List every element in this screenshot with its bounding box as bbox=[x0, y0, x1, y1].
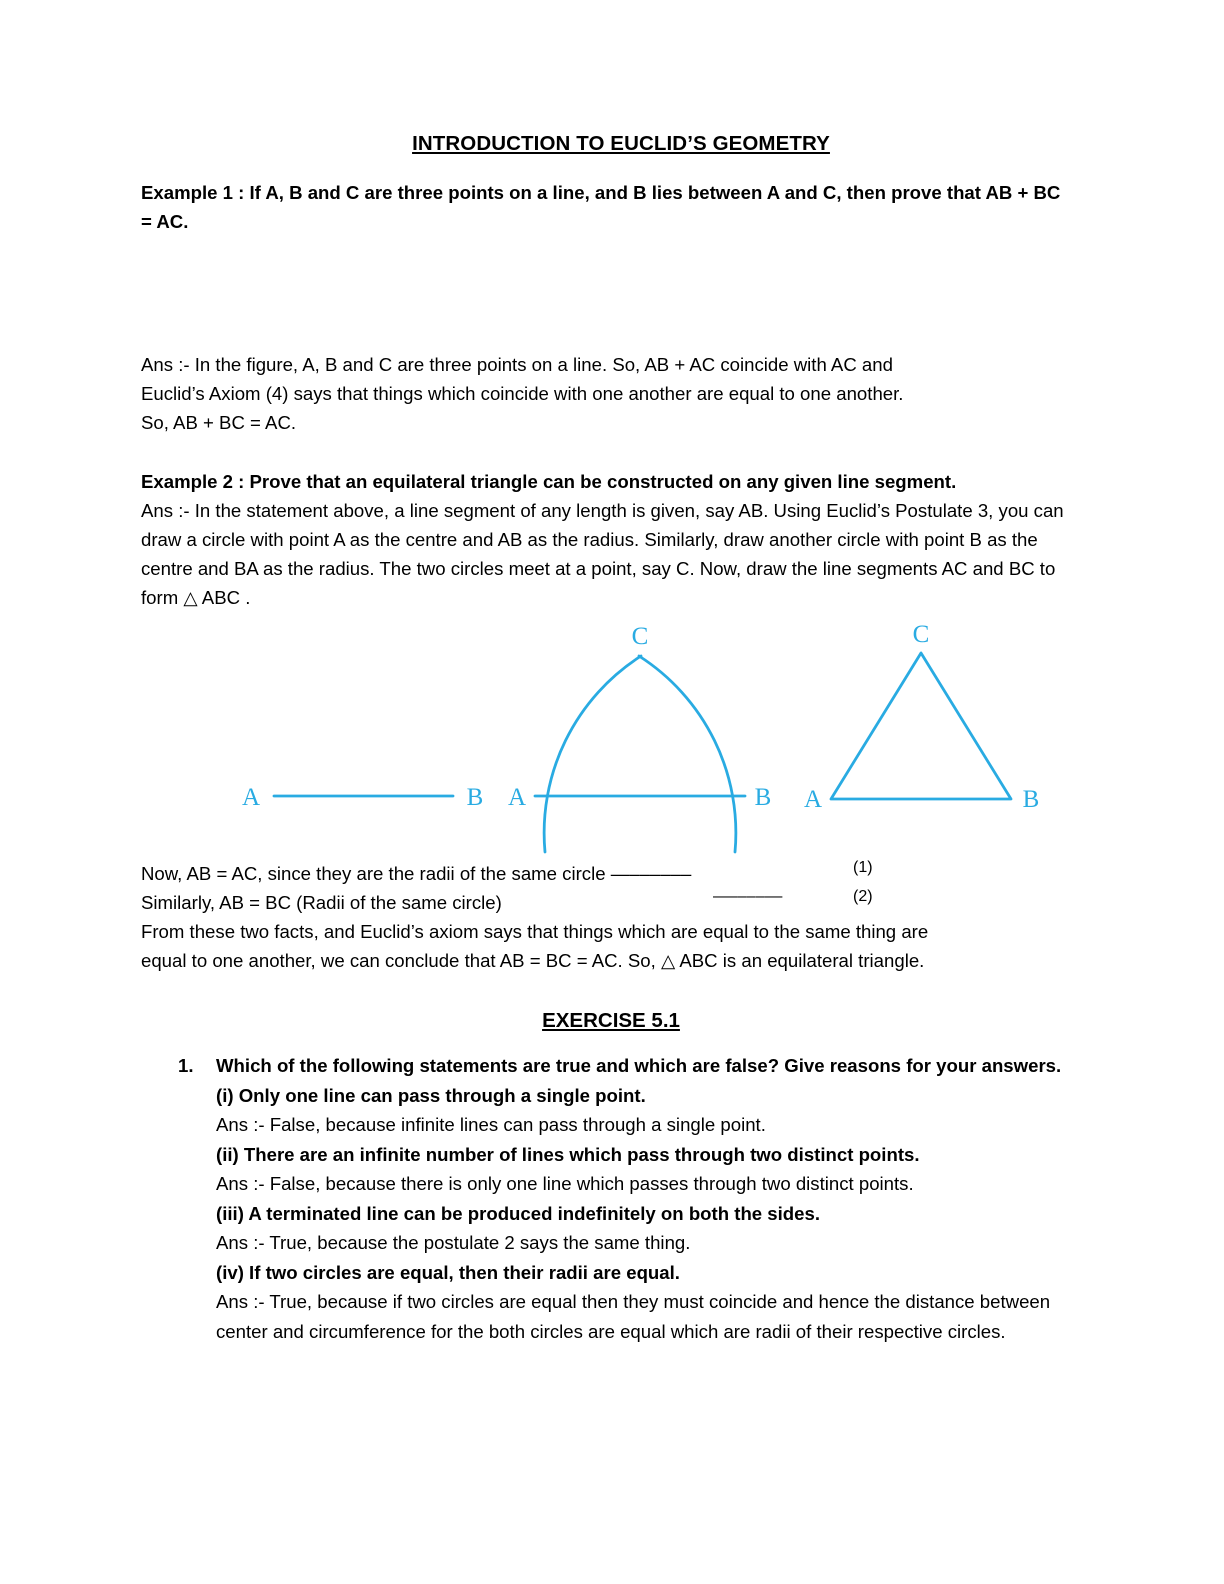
figure-equilateral-construction bbox=[141, 614, 1071, 859]
reference-2-number: (2) bbox=[853, 888, 873, 905]
example-1-answer-line-1: Ans :- In the figure, A, B and C are three points on a line. So, AB + AC coincide with AC and bbox=[141, 354, 893, 375]
page-title: INTRODUCTION TO EUCLID’S GEOMETRY bbox=[412, 132, 830, 155]
answer-i: Ans :- False, because infinite lines can pass through a single point. bbox=[216, 1114, 766, 1135]
arc-from-b bbox=[639, 656, 736, 852]
reference-1-number: (1) bbox=[853, 859, 873, 876]
arc-from-a bbox=[544, 656, 641, 852]
fig2b-label-b: B bbox=[754, 784, 772, 811]
fig2c-label-b: B bbox=[1022, 786, 1040, 813]
statement-i: (i) Only one line can pass through a single point. bbox=[216, 1084, 646, 1106]
answer-iv: Ans :- True, because if two circles are equal then they must coincide and hence the distance between center and circumference for the both circles are equal which are radii of their respective circles. bbox=[216, 1291, 1051, 1342]
example-1-answer-line-2: Euclid’s Axiom (4) says that things which coincide with one another are equal to one another. bbox=[141, 383, 904, 404]
reference-1-text: Now, AB = AC, since they are the radii of the same circle —–––––– bbox=[141, 863, 692, 884]
fig2a-label-b: B bbox=[466, 784, 484, 811]
example-1-prompt: Example 1 : If A, B and C are three points on a line, and B lies between A and C, then prove that AB + BC = AC. bbox=[141, 182, 1061, 232]
exercise-title: EXERCISE 5.1 bbox=[542, 1009, 680, 1032]
statement-ii: (ii) There are an infinite number of lines which pass through two distinct points. bbox=[216, 1143, 920, 1165]
example-2-conclusion bbox=[141, 859, 1071, 975]
fig2c-label-c: C bbox=[912, 621, 930, 648]
exercise-question-1 bbox=[141, 1051, 1071, 1346]
triangle-abc bbox=[831, 653, 1011, 799]
answer-iii: Ans :- True, because the postulate 2 says the same thing. bbox=[216, 1232, 691, 1253]
answer-ii: Ans :- False, because there is only one line which passes through two distinct points. bbox=[216, 1173, 914, 1194]
figure-collinear-points bbox=[141, 242, 1071, 350]
question-prompt: Which of the following statements are true and which are false? Give reasons for your answers. bbox=[216, 1055, 1062, 1076]
equilateral-construction-svg bbox=[141, 614, 1071, 859]
statement-iv: (iv) If two circles are equal, then their radii are equal. bbox=[216, 1261, 680, 1283]
conclusion-line-2: equal to one another, we can conclude that AB = BC = AC. So, △ ABC is an equilateral triangle. bbox=[141, 950, 925, 971]
fig2a-label-a: A bbox=[241, 784, 261, 811]
reference-2-dash: —–––––– bbox=[713, 888, 783, 905]
exercise-question-list bbox=[141, 1051, 1071, 1346]
fig2c-label-a: A bbox=[803, 786, 823, 813]
fig2b-label-c: C bbox=[631, 623, 649, 650]
fig2b-label-a: A bbox=[507, 784, 527, 811]
example-1-answer-line-3: So, AB + BC = AC. bbox=[141, 412, 297, 433]
collinear-points-svg bbox=[141, 242, 1071, 350]
spacer bbox=[141, 437, 1071, 467]
reference-2-text: Similarly, AB = BC (Radii of the same circle) bbox=[141, 892, 502, 913]
statement-iii: (iii) A terminated line can be produced indefinitely on both the sides. bbox=[216, 1202, 821, 1224]
document-content bbox=[141, 132, 1071, 1346]
question-number: 1. bbox=[178, 1055, 194, 1076]
example-2-prompt: Example 2 : Prove that an equilateral triangle can be constructed on any given line segment. bbox=[141, 471, 957, 492]
conclusion-line-1: From these two facts, and Euclid’s axiom says that things which are equal to the same thing are bbox=[141, 921, 929, 942]
example-2-answer: Ans :- In the statement above, a line segment of any length is given, say AB. Using Euclid’s Postulate 3, you can draw a circle with point A as the centre and AB as the radius. Similarly, draw another circle with point B as the centre and BA as the radius. The two circles meet at a point, say C. Now, draw the line segments AC and BC to form △ ABC . bbox=[141, 500, 1064, 608]
